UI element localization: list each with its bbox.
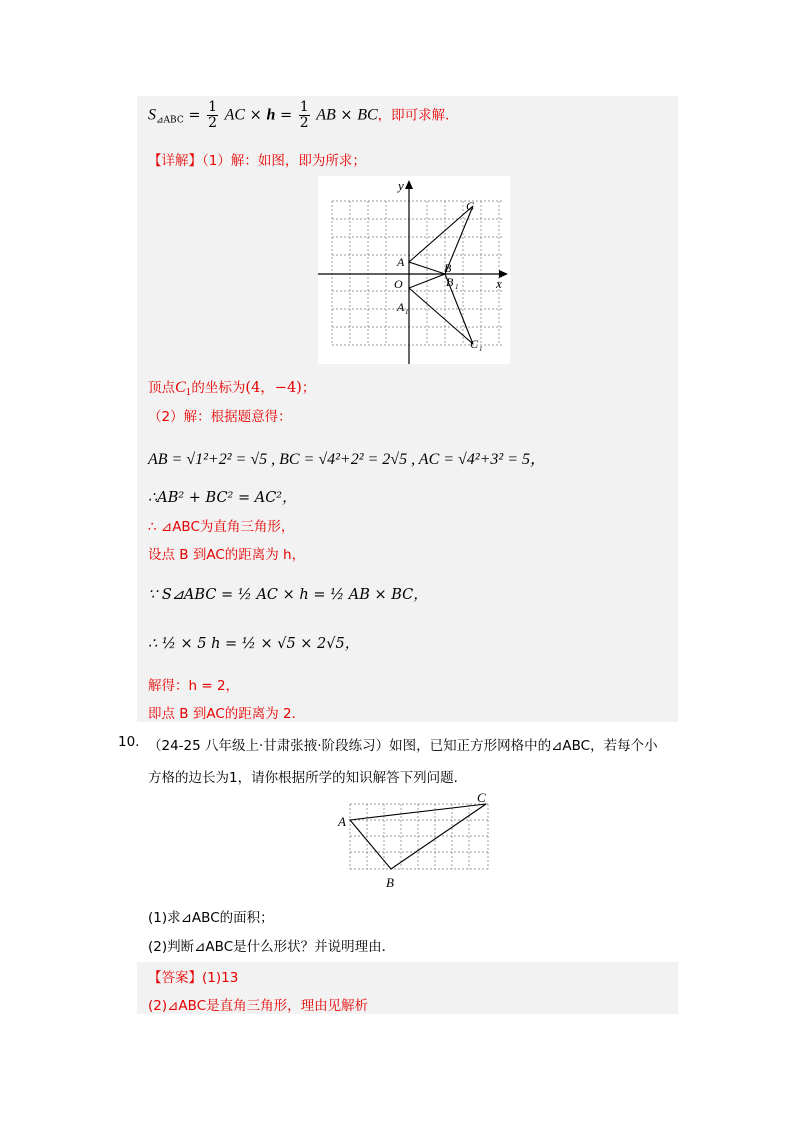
- pythagoras-line: ∴AB² + BC² = AC²，: [148, 490, 297, 506]
- vertex-end: ；: [301, 380, 316, 396]
- because-area-line: ∵ S⊿ABC = ½ AC × h = ½ AB × BC，: [148, 587, 428, 603]
- answer1: (1)13: [202, 970, 239, 986]
- vertex-sub: 1: [185, 388, 192, 398]
- label-c: C: [466, 199, 475, 213]
- ab-eq: AB = √1²+2² = √5 , BC = √4²+2² = 2√5 , AC = √4²+3² = 5，: [148, 451, 547, 468]
- q-label-b: B: [386, 875, 394, 890]
- part2-text: （2）解：根据题意得：: [148, 409, 292, 425]
- label-c1-sub: 1: [479, 345, 483, 353]
- fraction-half: $\frac{1}{2}$: [208, 99, 218, 131]
- vertex-var: C: [175, 379, 186, 396]
- label-o: O: [394, 277, 403, 291]
- label-x: x: [496, 276, 502, 291]
- let-h-line: 设点 B 到AC的距离为 h，: [148, 547, 306, 563]
- question-number: 10.: [118, 734, 140, 750]
- part1-text: （1）解：如图，即为所求；: [202, 153, 366, 169]
- coordinate-figure: [318, 176, 510, 364]
- label-b1-sub: 1: [455, 283, 459, 291]
- question-grid: [350, 804, 488, 869]
- fraction-half: $\frac{1}{2}$: [299, 99, 309, 131]
- sub-question-2: (2)判断⊿ABC是什么形状？并说明理由．: [148, 939, 396, 955]
- detail-label: 【详解】: [148, 153, 202, 169]
- label-b: B: [444, 261, 452, 275]
- label-a1-sub: 1: [405, 308, 409, 316]
- vertex-coord: (4，−4): [245, 380, 302, 396]
- solved-line: 解得：h = 2，: [148, 678, 240, 694]
- q-label-c: C: [477, 790, 486, 805]
- answer-line1: [148, 966, 238, 986]
- label-b1: B: [446, 275, 454, 289]
- vertex-mid: 的坐标为: [191, 380, 246, 396]
- label-a: A: [397, 255, 405, 269]
- conclusion-line: 即点 B 到AC的距离为 2．: [148, 706, 306, 722]
- detail-line: [148, 149, 366, 169]
- vertex-prefix: 顶点: [148, 380, 175, 396]
- right-triangle-line: ∴ ⊿ABC为直角三角形，: [148, 519, 295, 535]
- label-a1: A: [397, 300, 405, 314]
- q-label-a: A: [338, 814, 346, 829]
- ab-bc-ac-equation: [148, 446, 546, 469]
- vertex-line: [148, 376, 315, 398]
- label-y: y: [398, 178, 404, 193]
- answer2: (2)⊿ABC是直角三角形，理由见解析: [148, 998, 369, 1014]
- formula-tail: ，即可求解．: [377, 107, 459, 124]
- question-figure: [336, 788, 496, 892]
- question-line1: （24-25 八年级上·甘肃张掖·阶段练习）如图，已知正方形网格中的⊿ABC，若每个小: [148, 738, 658, 754]
- question-line2: 方格的边长为1，请你根据所学的知识解答下列问题．: [148, 770, 468, 786]
- answer-label: 【答案】: [148, 970, 202, 986]
- label-c1: C: [470, 337, 479, 351]
- sub-question-1: (1)求⊿ABC的面积；: [148, 910, 274, 926]
- therefore-line: ∴ ½ × 5 h = ½ × √5 × 2√5，: [148, 636, 360, 652]
- area-formula: $S_{⊿ABC}$ = $\frac{1}{2}$ AC × h = $\frac{1}{2}$ AB × BC，即可求解．: [148, 99, 459, 131]
